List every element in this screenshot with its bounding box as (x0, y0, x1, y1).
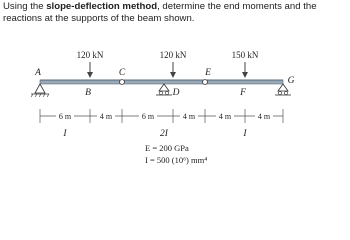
dimension-line (40, 109, 283, 123)
dim-cd: 6 m (141, 112, 155, 121)
point-g: G (287, 76, 295, 86)
modulus-note: E = 200 GPa (145, 143, 189, 153)
load-label-b: 120 kN (76, 50, 104, 60)
problem-rest: , determine the end moments and the reactions at the supports of the beam shown. (3, 1, 317, 24)
load-label-d: 120 kN (159, 50, 187, 60)
dim-ab: 6 m (58, 112, 72, 121)
hinge-e (203, 80, 208, 85)
dim-ef: 4 m (218, 112, 232, 121)
point-d: D (172, 88, 180, 98)
support-a (31, 84, 49, 97)
method-name: slope-deflection method (46, 1, 158, 12)
inertia-span1: I (63, 129, 67, 139)
inertia-note: I = 500 (10⁶) mm⁴ (145, 155, 208, 165)
load-label-f: 150 kN (231, 50, 259, 60)
dim-bc: 4 m (99, 112, 113, 121)
support-d (156, 84, 172, 95)
point-e: E (205, 68, 211, 78)
dim-de: 4 m (182, 112, 196, 121)
inertia-span2: 2I (160, 129, 168, 139)
point-c: C (118, 68, 126, 78)
problem-lead: Using the (3, 1, 47, 12)
hinge-c (120, 80, 125, 85)
point-a: A (35, 68, 41, 78)
point-f: F (240, 88, 246, 98)
beam (40, 80, 283, 84)
point-b: B (85, 88, 91, 98)
inertia-span3: I (243, 129, 247, 139)
dim-fg: 4 m (257, 112, 271, 121)
